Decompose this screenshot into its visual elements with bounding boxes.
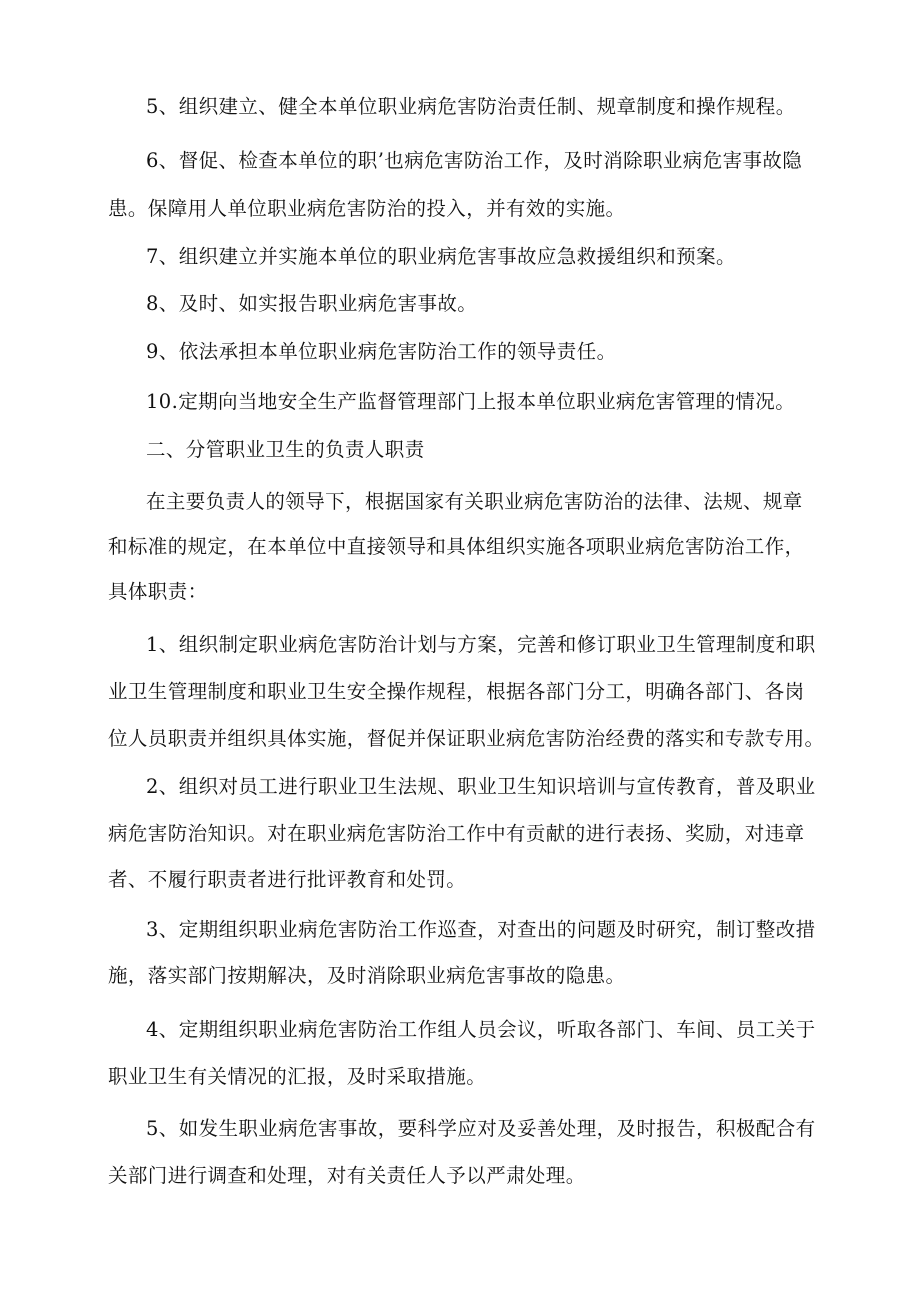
duty-8-line-1: 8、及时、如实报告职业病危害事故。 xyxy=(146,292,478,315)
duty-5-line-1: 5、组织建立、健全本单位职业病危害防治责任制、规章制度和操作规程。 xyxy=(146,95,796,118)
sub-duty-3-line-1: 3、定期组织职业病危害防治工作巡查，对查出的问题及时研究，制订整改措 xyxy=(146,918,816,941)
duty-9-line-1: 9、依法承担本单位职业病危害防治工作的领导责任。 xyxy=(146,340,617,363)
duty-6-line-1: 6、督促、检查本单位的职’也病危害防治工作，及时消除职业病危害事故隐 xyxy=(146,149,803,172)
duty-10-line-1: 10.定期向当地安全生产监督管理部门上报本单位职业病危害管理的情况。 xyxy=(146,390,796,413)
sub-duty-1-line-3: 位人员职责并组织具体实施，督促并保证职业病危害防治经费的落实和专款专用。 xyxy=(108,727,825,750)
sub-duty-2-line-3: 者、不履行职责者进行批评教育和处罚。 xyxy=(108,868,467,891)
sub-duty-1-line-1: 1、组织制定职业病危害防治计划与方案，完善和修订职业卫生管理制度和职 xyxy=(146,633,816,656)
section-heading: 二、分管职业卫生的负责人职责 xyxy=(146,438,425,461)
section-intro-line-2: 和标准的规定，在本单位中直接领导和具体组织实施各项职业病危害防治工作， xyxy=(108,535,805,558)
sub-duty-1-line-2: 业卫生管理制度和职业卫生安全操作规程，根据各部门分工，明确各部门、各岗 xyxy=(108,680,805,703)
sub-duty-2-line-1: 2、组织对员工进行职业卫生法规、职业卫生知识培训与宣传教育，普及职业 xyxy=(146,775,816,798)
duty-6-line-2: 患。保障用人单位职业病危害防治的投入，并有效的实施。 xyxy=(108,197,626,220)
duty-7-line-1: 7、组织建立并实施本单位的职业病危害事故应急救援组织和预案。 xyxy=(146,245,736,268)
sub-duty-2-line-2: 病危害防治知识。对在职业病危害防治工作中有贡献的进行表扬、奖励，对违章 xyxy=(108,822,805,845)
sub-duty-4-line-2: 职业卫生有关情况的汇报，及时采取措施。 xyxy=(108,1065,487,1088)
sub-duty-3-line-2: 施，落实部门按期解决，及时消除职业病危害事故的隐患。 xyxy=(108,964,626,987)
section-intro-line-3: 具体职责： xyxy=(108,580,208,603)
sub-duty-5-line-1: 5、如发生职业病危害事故，要科学应对及妥善处理，及时报告，积极配合有 xyxy=(146,1117,816,1140)
section-intro-line-1: 在主要负责人的领导下，根据国家有关职业病危害防治的法律、法规、规章 xyxy=(146,490,803,513)
sub-duty-5-line-2: 关部门进行调查和处理，对有关责任人予以严肃处理。 xyxy=(108,1164,586,1187)
sub-duty-4-line-1: 4、定期组织职业病危害防治工作组人员会议，听取各部门、车间、员工关于 xyxy=(146,1018,816,1041)
